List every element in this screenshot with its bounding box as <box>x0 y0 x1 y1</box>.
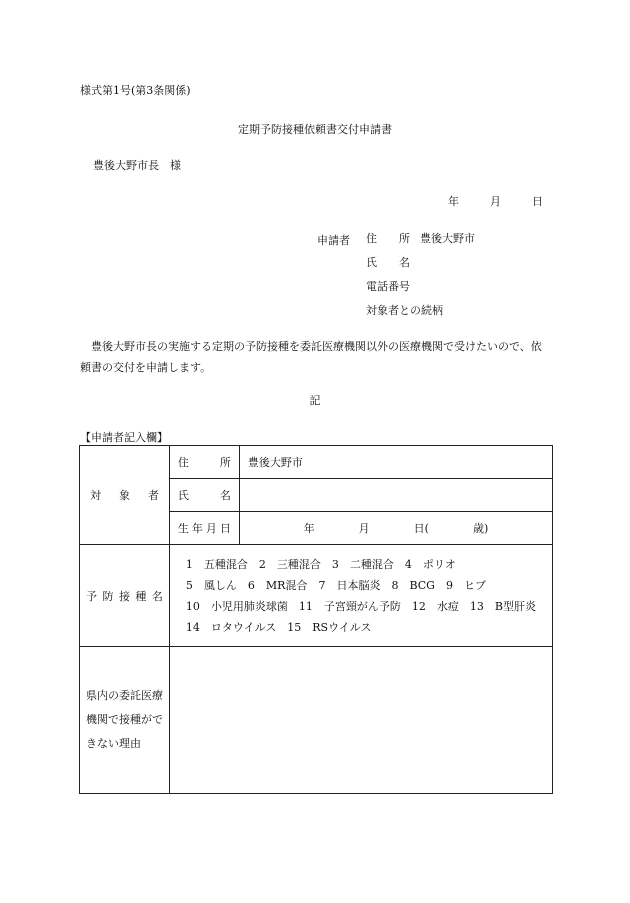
dob-value[interactable]: 年 月 日( 歳) <box>239 512 552 545</box>
applicant-label: 申請者 <box>317 234 350 247</box>
address-label: 住 所 <box>169 446 239 479</box>
applicant-phone-key: 電話番号 <box>366 280 410 293</box>
applicant-address-line <box>366 232 475 256</box>
vaccine-option-row: 1 五種混合 2 三種混合 3 二種混合 4 ポリオ <box>185 557 456 571</box>
reason-label: 県内の委託医療 機関で接種がで きない理由 <box>80 647 170 794</box>
date-line <box>448 193 543 209</box>
target-person-label: 対 象 者 <box>80 446 170 545</box>
vaccine-option-row: 5 風しん 6 MR混合 7 日本脳炎 8 BCG 9 ヒブ <box>185 578 486 592</box>
date-year: 年 <box>448 195 459 208</box>
applicant-relation-line <box>366 304 475 328</box>
applicant-name-line <box>366 256 475 280</box>
applicant-address-key: 住 所 <box>366 232 410 245</box>
vaccine-name-label: 予 防 接 種 名 <box>80 545 170 647</box>
addressee: 豊後大野市長 様 <box>93 159 181 172</box>
applicant-phone-line <box>366 280 475 304</box>
document-title: 定期予防接種依頼書交付申請書 <box>238 123 392 136</box>
name-value[interactable] <box>239 479 552 512</box>
applicant-info <box>366 232 475 328</box>
date-day: 日 <box>532 195 543 208</box>
dob-label: 生 年 月 日 <box>169 512 239 545</box>
applicant-relation-key: 対象者との続柄 <box>366 304 443 317</box>
date-month: 月 <box>490 195 501 208</box>
vaccine-option-row: 14 ロタウイルス 15 RSウイルス <box>185 620 372 634</box>
application-table <box>79 445 553 794</box>
name-label: 氏 名 <box>169 479 239 512</box>
address-value[interactable]: 豊後大野市 <box>239 446 552 479</box>
vaccine-options[interactable] <box>169 545 552 647</box>
section-label: 【申請者記入欄】 <box>80 431 168 444</box>
form-number: 様式第1号(第3条関係) <box>80 84 191 97</box>
applicant-name-key: 氏 名 <box>366 256 410 269</box>
applicant-address-value[interactable]: 豊後大野市 <box>420 232 475 245</box>
vaccine-option-row: 10 小児用肺炎球菌 11 子宮頸がん予防 12 水痘 13 B型肝炎 <box>185 599 536 613</box>
ki-heading: 記 <box>309 394 321 407</box>
reason-value[interactable] <box>169 647 552 794</box>
request-statement: 豊後大野市長の実施する定期の予防接種を委託医療機関以外の医療機関で受けたいので、依頼書の交付を申請します。 <box>80 340 542 374</box>
